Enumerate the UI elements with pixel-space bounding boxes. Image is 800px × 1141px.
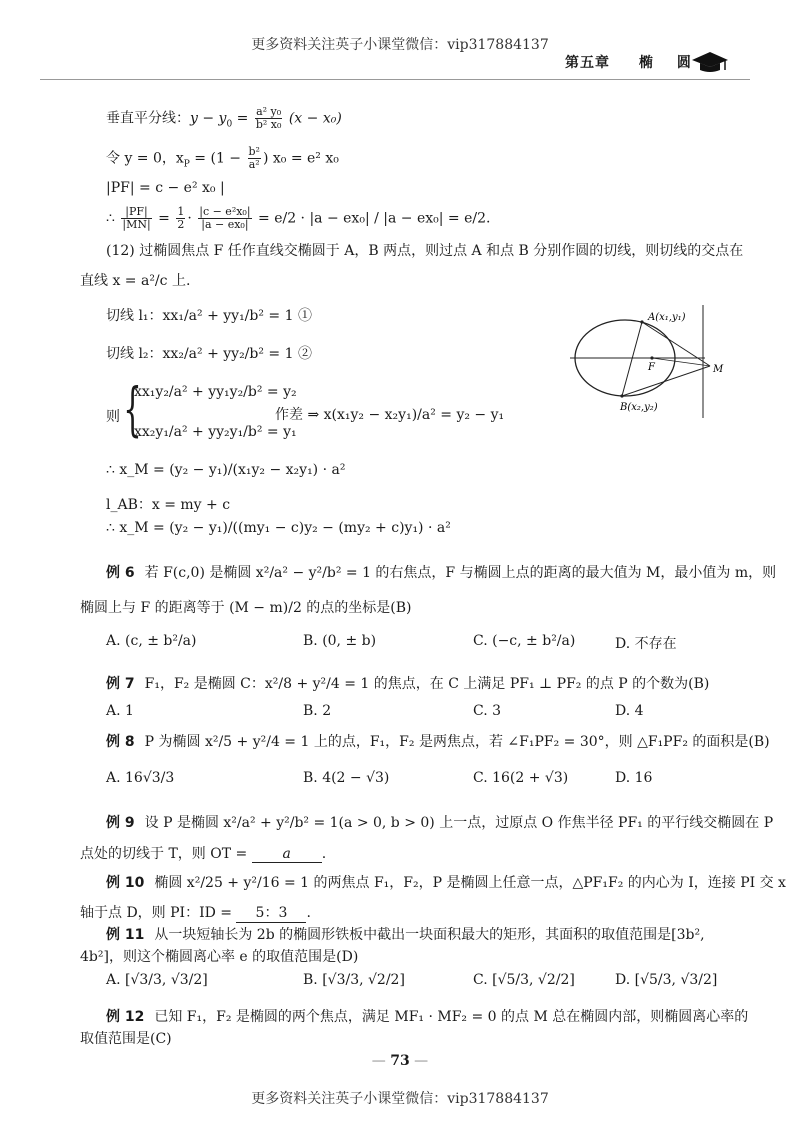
fm-segment <box>652 358 710 366</box>
example8-text: 例 8 P 为椭圆 x²/5 + y²/4 = 1 上的点，F₁，F₂ 是两焦点，若 ∠F₁PF₂ = 30°，则 △F₁PF₂ 的面积是(B) <box>106 734 770 750</box>
example7-text: 例 7 F₁，F₂ 是椭圆 C：x²/8 + y²/4 = 1 的焦点，在 C 上满足 PF₁ ⊥ PF₂ 的点 P 的个数为(B) <box>106 676 710 692</box>
example11-option-c: C. [√5/3, √2/2] <box>473 972 575 988</box>
point-f <box>650 356 653 359</box>
example8-option-d: D. 16 <box>615 770 653 786</box>
example6-option-d: D. 不存在 <box>615 636 677 652</box>
chapter-label: 第五章 <box>565 55 610 71</box>
example7-option-b: B. 2 <box>303 703 332 719</box>
label-a: A(x₁,y₁) <box>648 312 686 323</box>
example12-text2: 取值范围是(C) <box>80 1031 172 1047</box>
tangent-l1: 切线 l₁：xx₁/a² + yy₁/b² = 1 ① <box>106 308 312 324</box>
chapter-title-2: 圆 <box>676 55 692 71</box>
example6-text: 例 6 若 F(c,0) 是椭圆 x²/a² − y²/b² = 1 的右焦点，F 与椭圆上点的距离的最大值为 M，最小值为 m，则 <box>106 565 777 581</box>
label-f: F <box>648 362 655 373</box>
perp-bisector-line: 垂直平分线：$y - y_0$ = $\frac{\text{a² y₀}}{\text{b² x₀}}$ (x − x₀) <box>106 105 342 131</box>
watermark-bottom: 更多资料关注英子小课堂微信：vip317884137 <box>251 1091 549 1107</box>
example11-text2: 4b²]，则这个椭圆离心率 e 的取值范围是(D) <box>80 949 359 965</box>
example12-text: 例 12 已知 F₁，F₂ 是椭圆的两个焦点，满足 MF₁ · MF₂ = 0 的点 M 总在椭圆内部，则椭圆离心率的 <box>106 1009 749 1025</box>
example10-text: 例 10 椭圆 x²/25 + y²/16 = 1 的两焦点 F₁，F₂，P 是椭圆上任意一点，△PF₁F₂ 的内心为 I，连接 PI 交 x <box>106 875 786 891</box>
example7-option-c: C. 3 <box>473 703 502 719</box>
example8-option-a: A. 16√3/3 <box>106 770 175 786</box>
xm-line: ∴ x_M = (y₂ − y₁)/(x₁y₂ − x₂y₁) · a² <box>106 462 346 478</box>
page-number: — 73 — <box>371 1053 429 1069</box>
tangent-b <box>622 366 710 396</box>
example10-answer: 5：3 <box>236 902 306 923</box>
let-y-zero-line: 令 y = 0，$x_P = (1$ − $\frac{\text{b²}}{\text{a²}}$ ) x₀ = e² x₀ <box>106 145 339 171</box>
chord-ab <box>622 322 642 396</box>
ratio-line: ∴ $\frac{|PF|}{|MN|}$ = $\frac{1}{2}$ · $\frac{\text{|c − e²x₀|}}{\text{|a − ex₀|}}$ = e/2 · |a − ex₀| / |a − ex₀| = e/2. <box>106 205 491 231</box>
example6-option-c: C. (−c, ± b²/a) <box>473 633 576 649</box>
system-eq1: xx₁y₂/a² + yy₁y₂/b² = y₂ <box>134 384 297 400</box>
lab-line: l_AB：x = my + c <box>106 497 231 513</box>
example8-option-b: B. 4(2 − √3) <box>303 770 390 786</box>
label-m: M <box>713 364 724 375</box>
pf-line: |PF| = c − e² x₀ | <box>106 180 225 196</box>
subtract-line: 作差 ⇒ x(x₁y₂ − x₂y₁)/a² = y₂ − y₁ <box>275 407 505 423</box>
item12-text2: 直线 x = a²/c 上. <box>80 273 191 289</box>
example6-option-b: B. (0, ± b) <box>303 633 377 649</box>
example10-text2: 轴于点 D，则 PI：ID = 5：3 . <box>80 902 311 923</box>
example7-option-a: A. 1 <box>106 703 134 719</box>
example6-option-a: A. (c, ± b²/a) <box>106 633 197 649</box>
point-b <box>620 394 623 397</box>
example9-text: 例 9 设 P 是椭圆 x²/a² + y²/b² = 1(a > 0, b > 0) 上一点，过原点 O 作焦半径 PF₁ 的平行线交椭圆在 P <box>106 815 774 831</box>
chapter-title-1: 椭 <box>638 55 654 71</box>
label-b: B(x₂,y₂) <box>620 402 658 413</box>
ellipse-tangent-figure <box>570 300 740 420</box>
example11-text: 例 11 从一块短轴长为 2b 的椭圆形铁板中截出一块面积最大的矩形，其面积的取值范围是[3b², <box>106 927 705 943</box>
system-eq2: xx₂y₁/a² + yy₂y₁/b² = y₁ <box>134 424 297 440</box>
example11-option-a: A. [√3/3, √3/2] <box>106 972 208 988</box>
chapter-header <box>565 52 692 72</box>
header-rule <box>40 79 750 80</box>
example9-answer: a <box>252 846 322 863</box>
example7-option-d: D. 4 <box>615 703 644 719</box>
example9-text2: 点处的切线于 T，则 OT = a . <box>80 846 327 862</box>
point-a <box>640 320 643 323</box>
example6-text2: 椭圆上与 F 的距离等于 (M − m)/2 的点的坐标是(B) <box>80 600 412 616</box>
perp-fraction: $\frac{\text{a² y₀}}{\text{b² x₀}}$ <box>255 105 282 131</box>
example8-option-c: C. 16(2 + √3) <box>473 770 569 786</box>
example11-option-d: D. [√5/3, √3/2] <box>615 972 718 988</box>
graduation-cap-icon <box>690 48 730 74</box>
tangent-l2: 切线 l₂：xx₂/a² + yy₂/b² = 1 ② <box>106 346 312 362</box>
item12-text: (12) 过椭圆焦点 F 任作直线交椭圆于 A，B 两点，则过点 A 和点 B 分别作圆的切线，则切线的交点在 <box>106 243 744 259</box>
example11-option-b: B. [√3/3, √2/2] <box>303 972 405 988</box>
xm2-line: ∴ x_M = (y₂ − y₁)/((my₁ − c)y₂ − (my₂ + c)y₁) · a² <box>106 520 451 536</box>
watermark-top: 更多资料关注英子小课堂微信：vip317884137 <box>251 37 549 53</box>
